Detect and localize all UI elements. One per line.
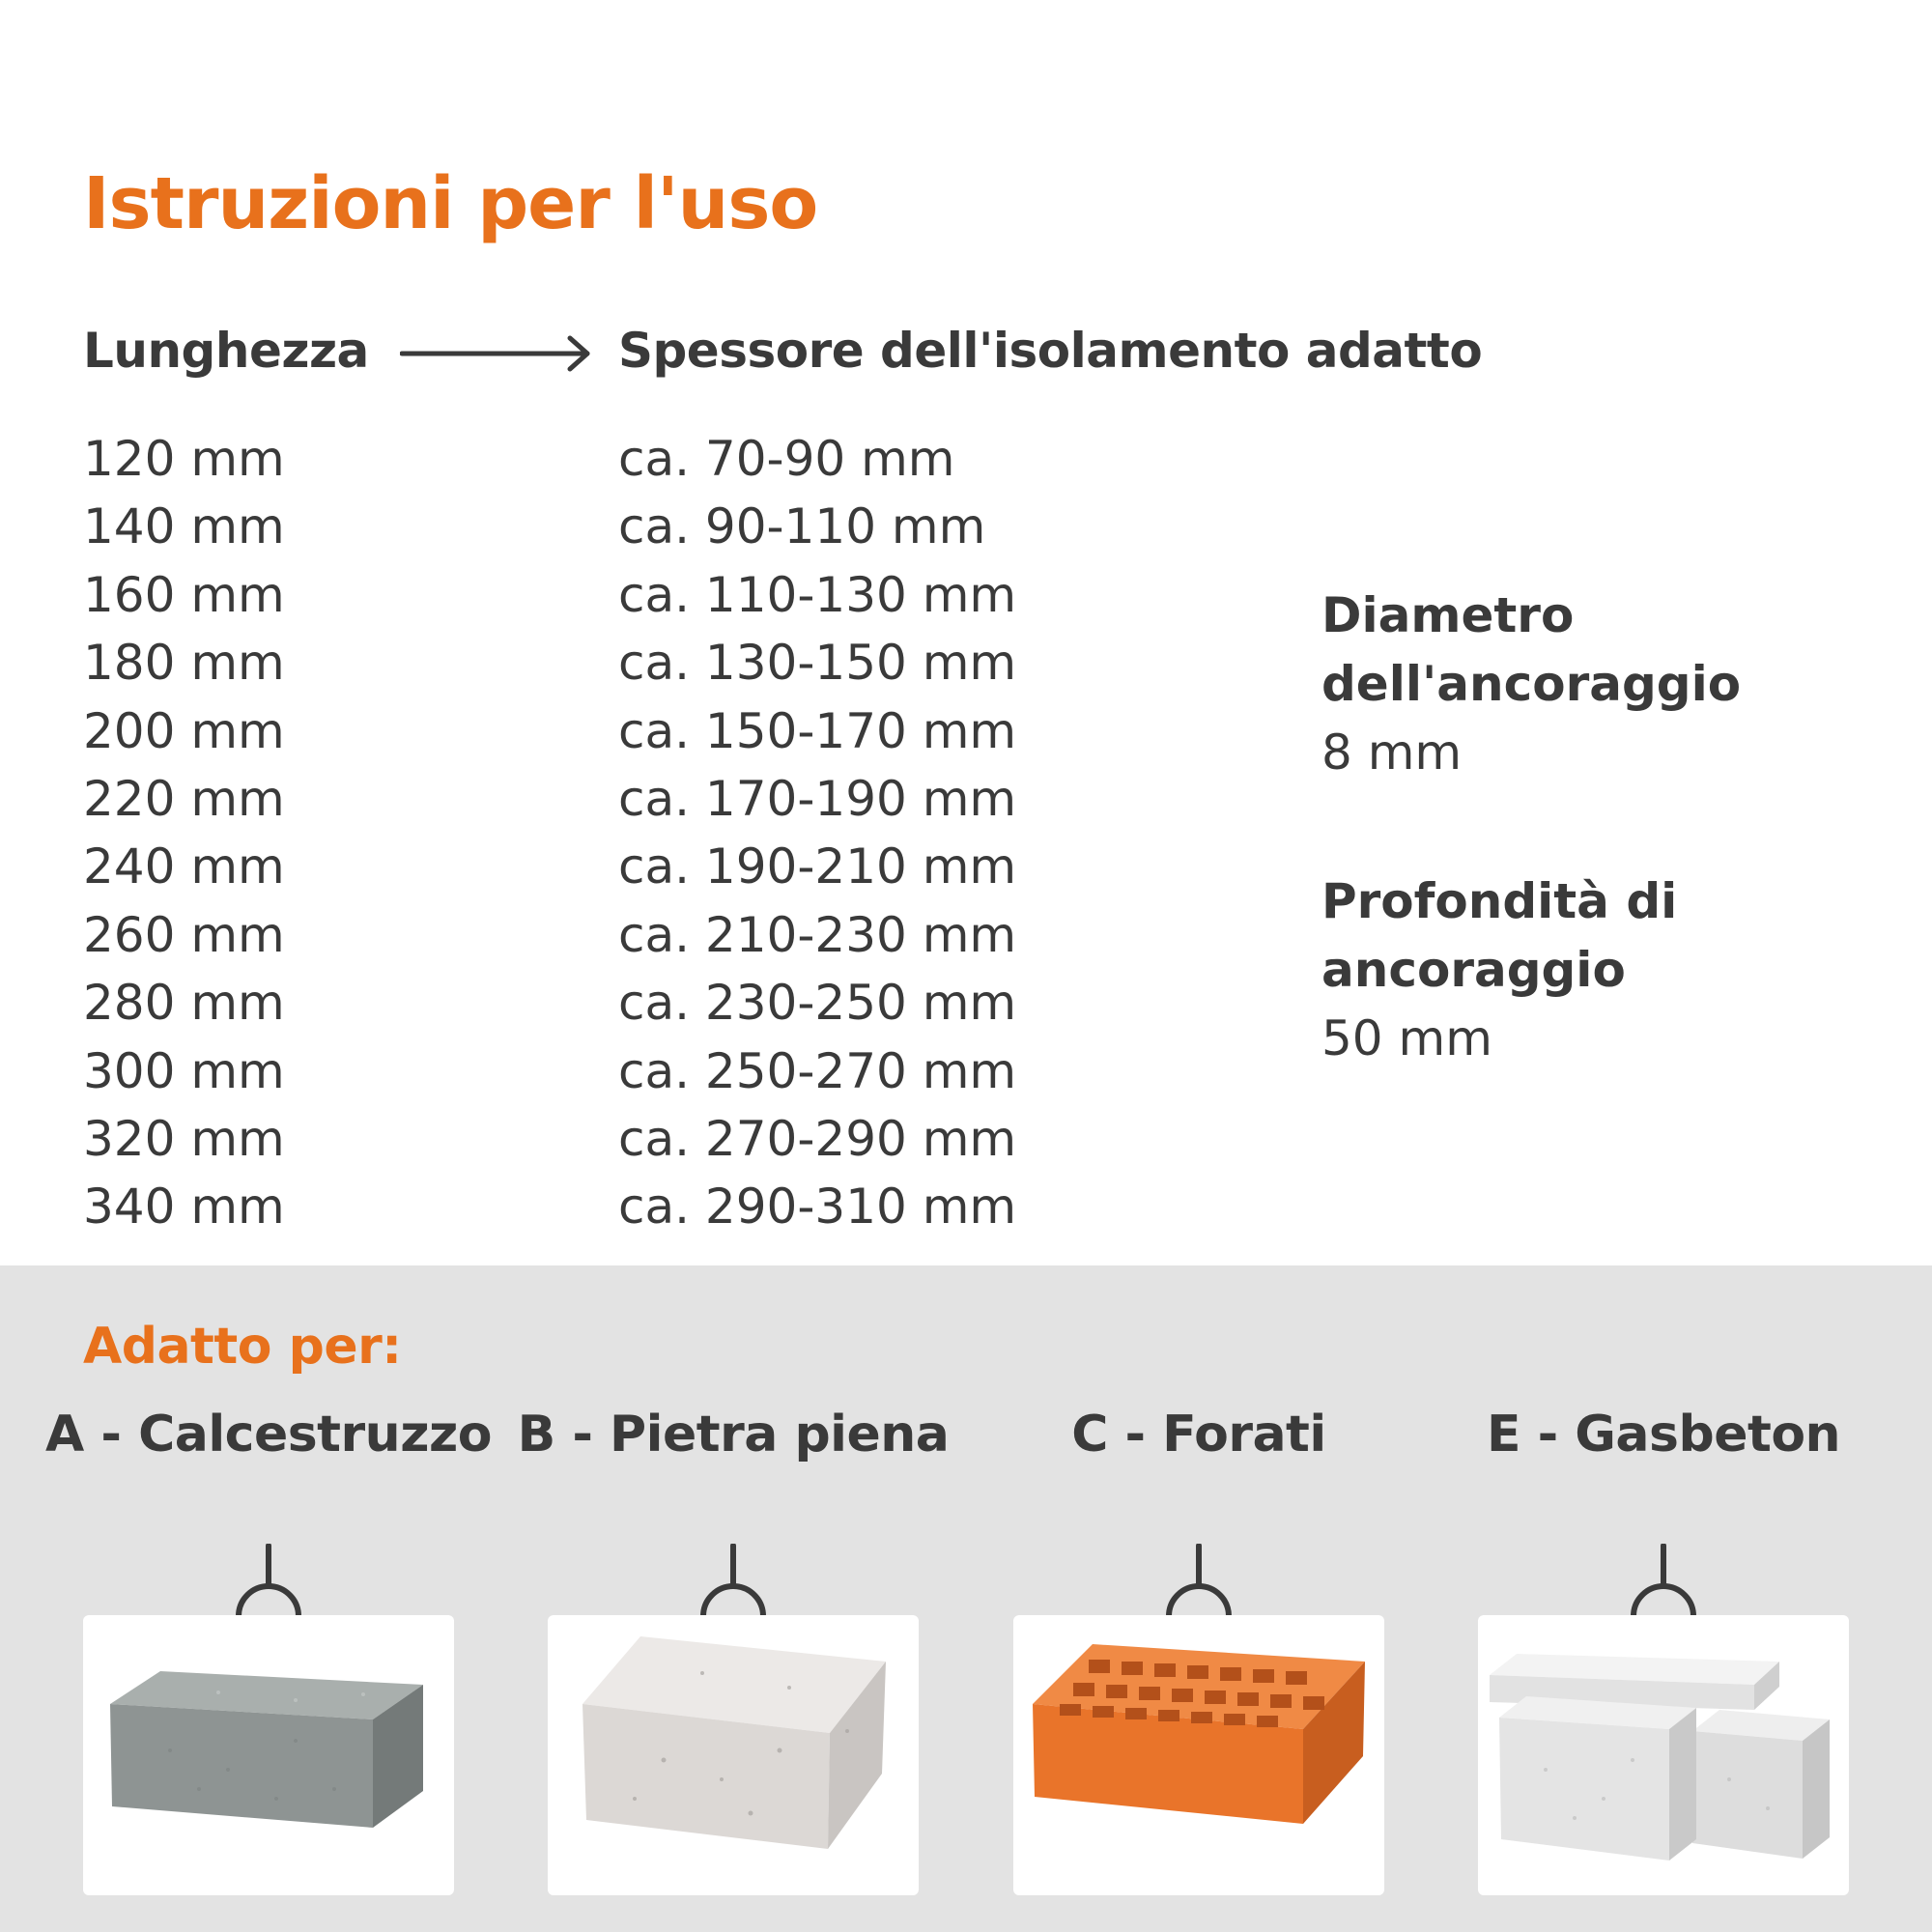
arrow-right-icon bbox=[400, 332, 593, 375]
aerated-concrete-block-image bbox=[1478, 1615, 1849, 1895]
thickness-cell: ca. 90-110 mm bbox=[618, 498, 986, 555]
thickness-cell: ca. 150-170 mm bbox=[618, 702, 1017, 759]
anchor-diameter-label: Diametro dell'ancoraggio bbox=[1321, 587, 1742, 712]
length-cell: 240 mm bbox=[83, 838, 285, 895]
anchor-depth-value: 50 mm bbox=[1321, 1010, 1492, 1066]
material-card-aerated-concrete bbox=[1478, 1265, 1849, 1932]
hollow-brick-image bbox=[1013, 1615, 1384, 1895]
insulation-column bbox=[618, 425, 1016, 1241]
thickness-cell: ca. 190-210 mm bbox=[618, 838, 1017, 895]
length-cell: 300 mm bbox=[83, 1042, 285, 1099]
anchor-depth-label: Profondità di ancoraggio bbox=[1321, 873, 1678, 998]
material-label-concrete: A - Calcestruzzo bbox=[45, 1406, 492, 1463]
length-cell: 140 mm bbox=[83, 498, 285, 555]
anchor-diameter-spec bbox=[1321, 582, 1824, 787]
length-cell: 200 mm bbox=[83, 702, 285, 759]
length-cell: 120 mm bbox=[83, 431, 285, 487]
thickness-cell: ca. 210-230 mm bbox=[618, 906, 1017, 963]
anchor-depth-spec bbox=[1321, 867, 1727, 1073]
material-card-concrete bbox=[45, 1265, 492, 1932]
suitable-materials-section bbox=[0, 1265, 1932, 1932]
length-cell: 160 mm bbox=[83, 566, 285, 623]
solid-stone-block-image bbox=[548, 1615, 919, 1895]
material-card-hollow-brick bbox=[1013, 1265, 1384, 1932]
thickness-cell: ca. 250-270 mm bbox=[618, 1042, 1017, 1099]
thickness-cell: ca. 290-310 mm bbox=[618, 1179, 1017, 1236]
length-cell: 340 mm bbox=[83, 1179, 285, 1236]
thickness-cell: ca. 110-130 mm bbox=[618, 566, 1017, 623]
thickness-cell: ca. 270-290 mm bbox=[618, 1111, 1017, 1168]
thickness-cell: ca. 130-150 mm bbox=[618, 635, 1017, 692]
thickness-cell: ca. 230-250 mm bbox=[618, 975, 1017, 1032]
material-label-hollow-brick: C - Forati bbox=[1071, 1406, 1326, 1463]
thickness-cell: ca. 70-90 mm bbox=[618, 431, 955, 487]
material-card-solid-stone bbox=[517, 1265, 950, 1932]
material-label-aerated-concrete: E - Gasbeton bbox=[1486, 1406, 1841, 1463]
thickness-cell: ca. 170-190 mm bbox=[618, 771, 1017, 828]
length-column-header: Lunghezza bbox=[83, 323, 369, 379]
suitable-for-title: Adatto per: bbox=[83, 1318, 402, 1376]
page-title: Istruzioni per l'uso bbox=[83, 162, 818, 245]
insulation-column-header: Spessore dell'isolamento adatto bbox=[618, 323, 1483, 379]
length-cell: 260 mm bbox=[83, 906, 285, 963]
length-cell: 280 mm bbox=[83, 975, 285, 1032]
material-label-solid-stone: B - Pietra piena bbox=[517, 1406, 950, 1463]
length-cell: 320 mm bbox=[83, 1111, 285, 1168]
concrete-block-image bbox=[83, 1615, 454, 1895]
length-column bbox=[83, 425, 285, 1241]
length-cell: 180 mm bbox=[83, 635, 285, 692]
anchor-diameter-value: 8 mm bbox=[1321, 724, 1463, 781]
length-cell: 220 mm bbox=[83, 771, 285, 828]
